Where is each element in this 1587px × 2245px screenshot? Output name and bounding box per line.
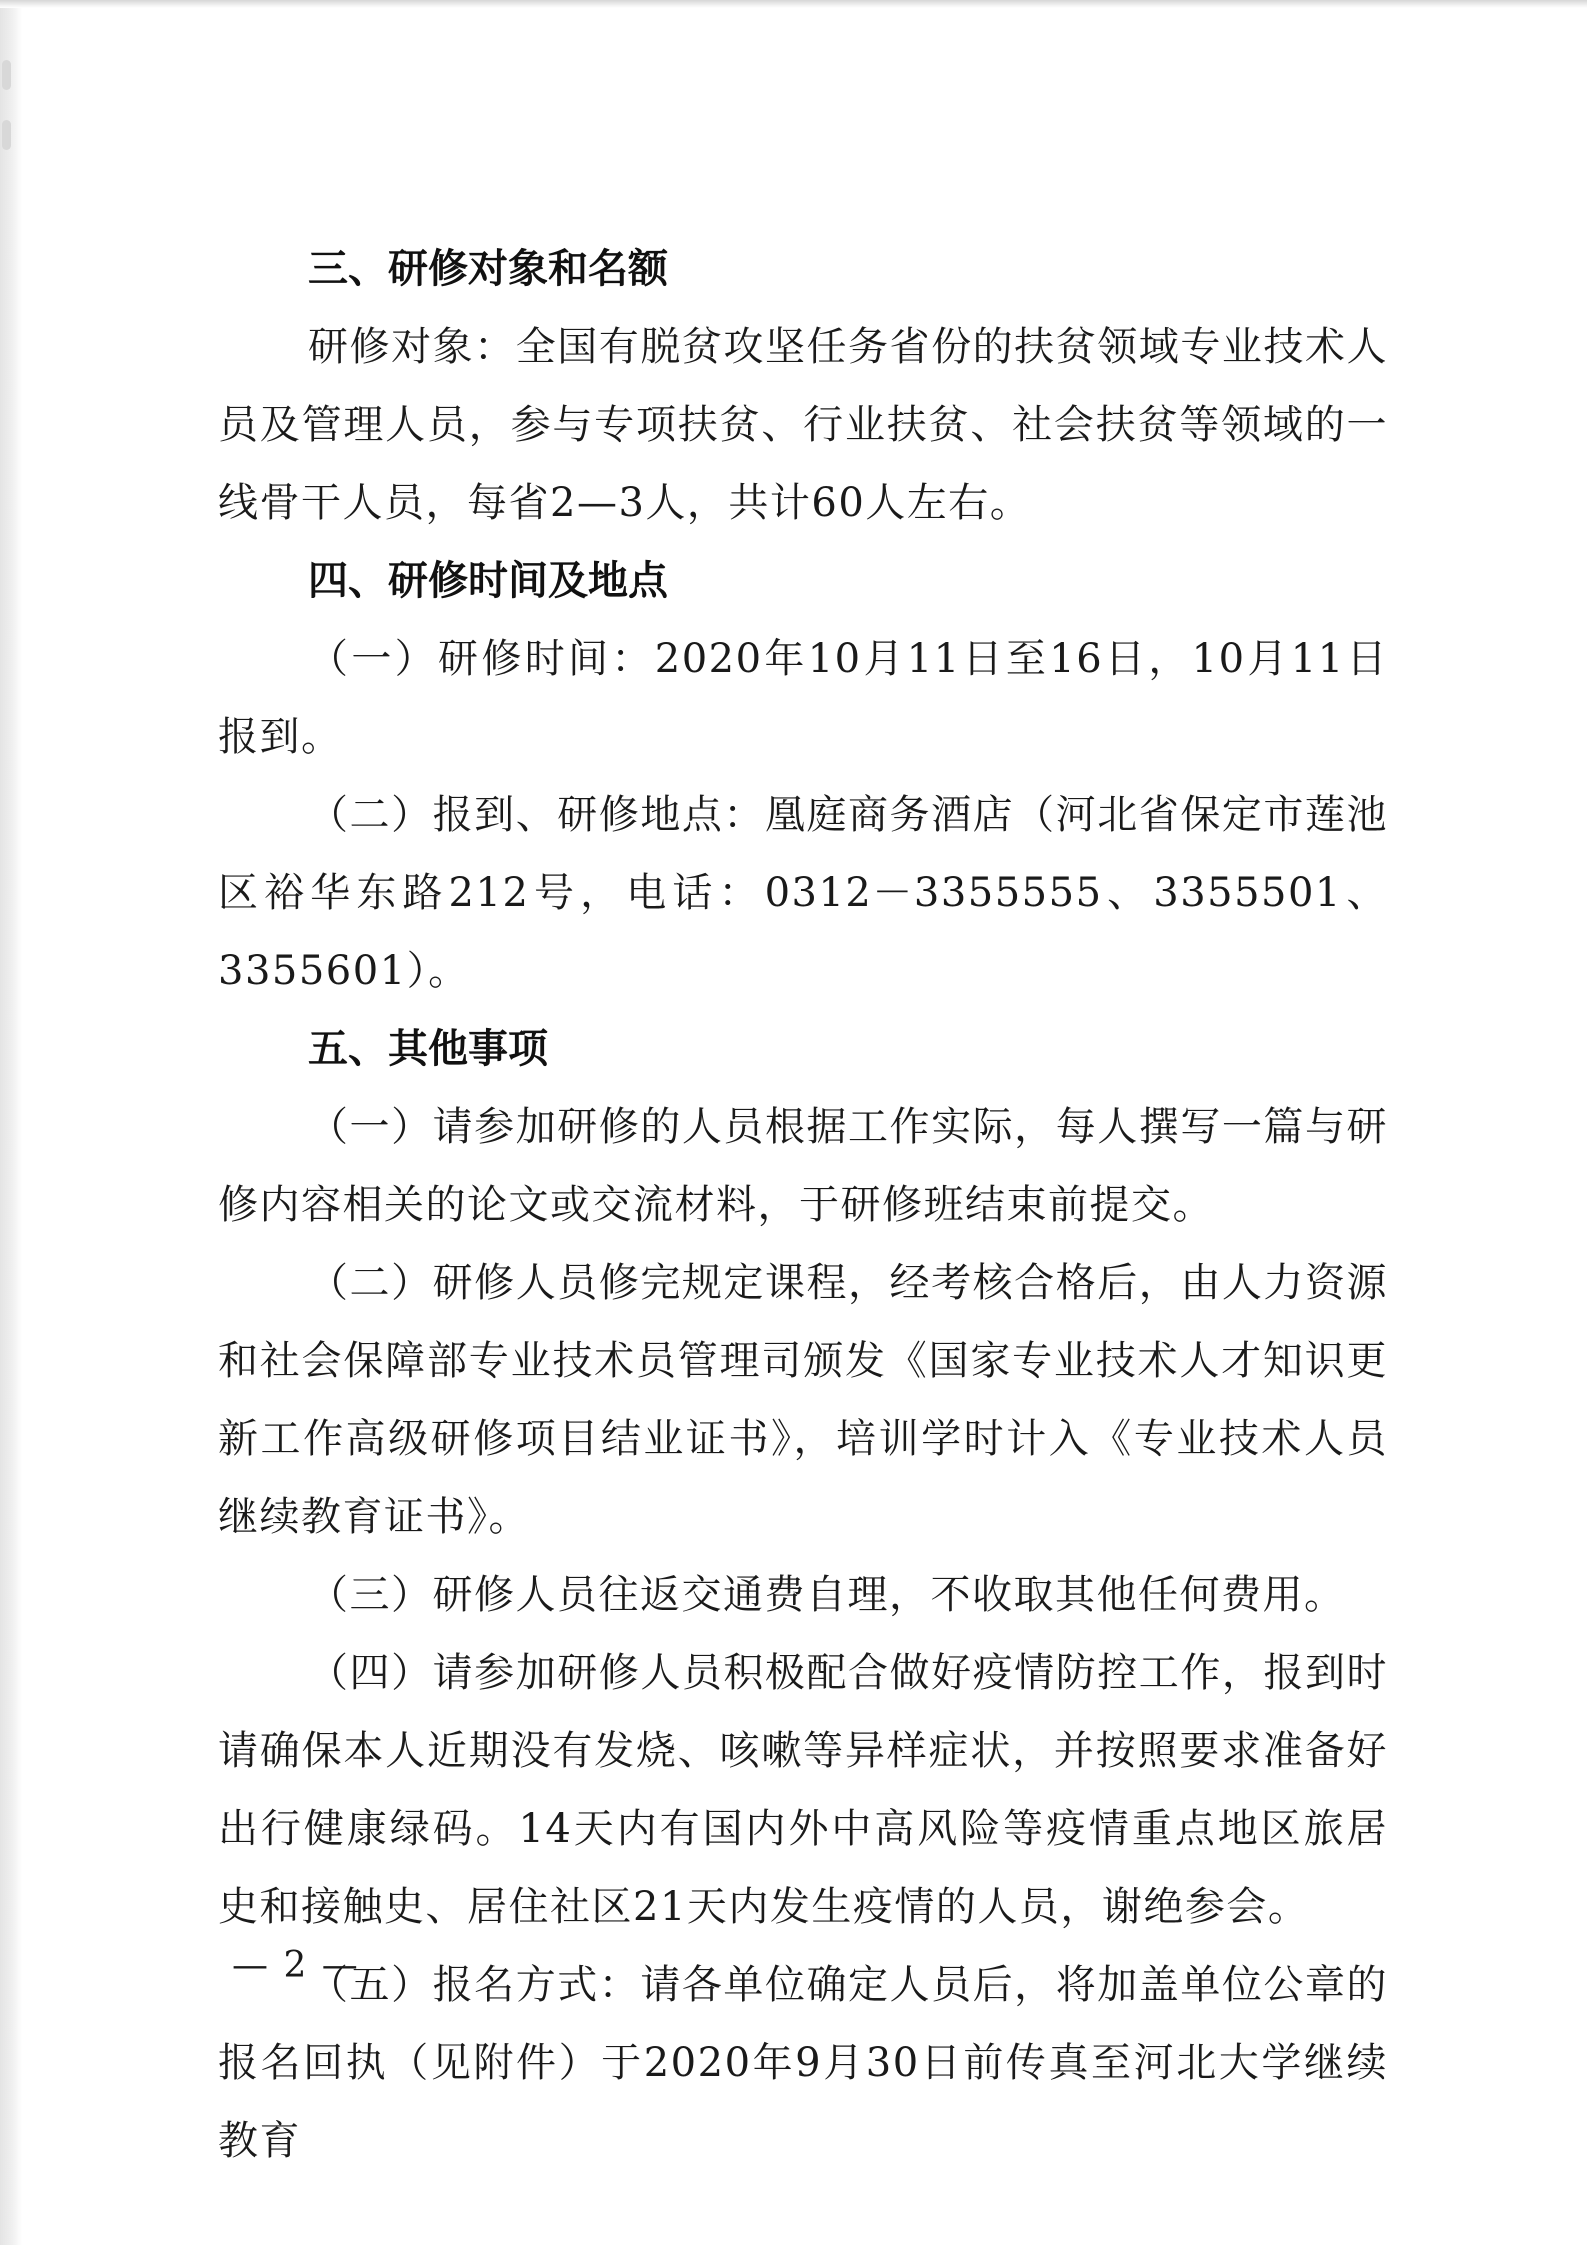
paragraph: （五）报名方式：请各单位确定人员后，将加盖单位公章的报名回执（见附件）于2020年9月30日前传真至河北大学继续教育 [218,1962,1388,2164]
paragraph: （一）研修时间：2020年10月11日至16日，10月11日报到。 [218,636,1388,760]
paragraph: （二）研修人员修完规定课程，经考核合格后，由人力资源和社会保障部专业技术员管理司颁发《国家专业技术人才知识更新工作高级研修项目结业证书》，培训学时计入《专业技术人员继续教育证书》。 [218,1260,1388,1540]
section-study-participants [218,230,1388,542]
paragraph: 研修对象：全国有脱贫攻坚任务省份的扶贫领域专业技术人员及管理人员，参与专项扶贫、行业扶贫、社会扶贫等领域的一线骨干人员，每省2—3人，共计60人左右。 [218,324,1388,526]
paragraph: （四）请参加研修人员积极配合做好疫情防控工作，报到时请确保本人近期没有发烧、咳嗽等异样症状，并按照要求准备好出行健康绿码。14天内有国内外中高风险等疫情重点地区旅居史和接触史、居住社区21天内发生疫情的人员，谢绝参会。 [218,1650,1388,1930]
scan-top-edge [0,0,1587,8]
document-body [218,230,1388,2180]
paragraph: （二）报到、研修地点：凰庭商务酒店（河北省保定市莲池区裕华东路212号，电话：0312－3355555、3355501、3355601）。 [218,792,1388,994]
section-time-location [218,542,1388,1010]
binding-hole [2,120,11,150]
section-heading: 四、研修时间及地点 [308,558,668,604]
section-heading: 三、研修对象和名额 [308,246,668,292]
scan-left-edge [0,0,22,2245]
page-number: — 2 — [232,1945,360,1986]
paragraph: （一）请参加研修的人员根据工作实际，每人撰写一篇与研修内容相关的论文或交流材料，于研修班结束前提交。 [218,1104,1388,1228]
section-heading: 五、其他事项 [308,1026,548,1072]
binding-hole [2,60,11,90]
section-other-matters [218,1010,1388,2180]
paragraph: （三）研修人员往返交通费自理，不收取其他任何费用。 [308,1572,1346,1618]
